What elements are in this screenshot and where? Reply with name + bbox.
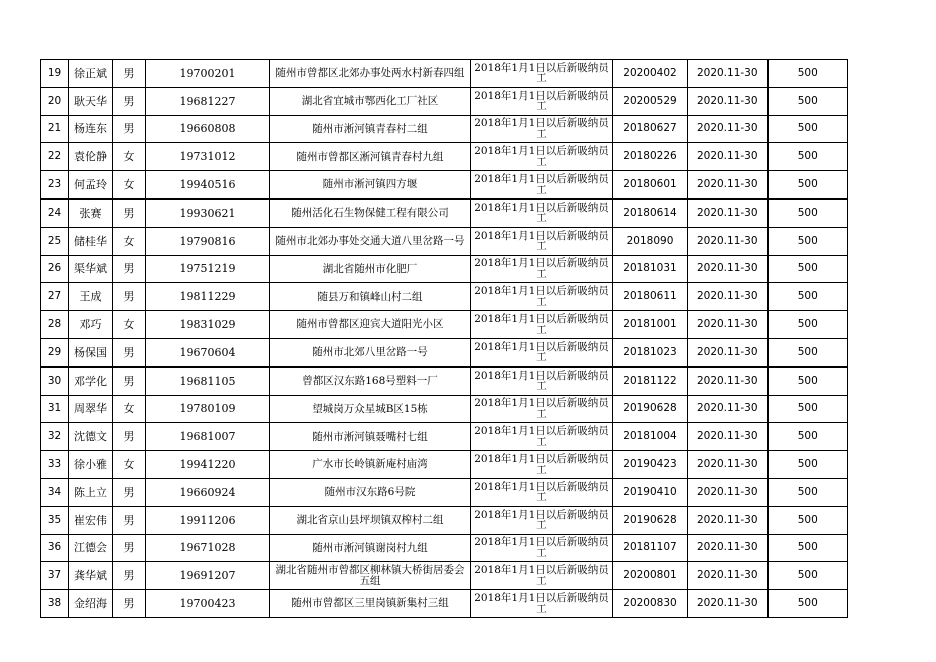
end-date-cell: 2020.11-30 [688, 227, 768, 255]
address-cell: 湖北省随州市化肥厂 [270, 255, 471, 283]
birth-date-cell: 19911206 [146, 506, 270, 534]
name-cell: 储桂华 [69, 227, 113, 255]
birth-date-cell: 19930621 [146, 199, 270, 227]
name-cell: 何孟玲 [69, 171, 113, 199]
table-row [41, 451, 848, 479]
birth-date-cell: 19780109 [146, 395, 270, 423]
sex-cell: 女 [113, 451, 146, 479]
hire-date-cell: 20190628 [613, 506, 688, 534]
name-cell: 周翠华 [69, 395, 113, 423]
sex-cell: 男 [113, 534, 146, 562]
address-cell: 随州市淅河镇青春村二组 [270, 115, 471, 143]
table-row [41, 311, 848, 339]
sex-cell: 男 [113, 590, 146, 618]
sex-cell: 男 [113, 283, 146, 311]
amount-cell: 500 [768, 395, 848, 423]
end-date-cell: 2020.11-30 [688, 478, 768, 506]
category-cell: 2018年1月1日以后新吸纳员工 [471, 87, 613, 115]
end-date-cell: 2020.11-30 [688, 60, 768, 88]
end-date-cell: 2020.11-30 [688, 562, 768, 590]
row-number-cell: 21 [41, 115, 69, 143]
amount-cell: 500 [768, 338, 848, 366]
table-row [41, 562, 848, 590]
sex-cell: 女 [113, 395, 146, 423]
sex-cell: 男 [113, 506, 146, 534]
birth-date-cell: 19940516 [146, 171, 270, 199]
table-row [41, 171, 848, 199]
category-cell: 2018年1月1日以后新吸纳员工 [471, 451, 613, 479]
end-date-cell: 2020.11-30 [688, 143, 768, 171]
name-cell: 徐小雅 [69, 451, 113, 479]
sex-cell: 女 [113, 143, 146, 171]
birth-date-cell: 19731012 [146, 143, 270, 171]
sex-cell: 女 [113, 227, 146, 255]
name-cell: 张赛 [69, 199, 113, 227]
amount-cell: 500 [768, 143, 848, 171]
table-row [41, 590, 848, 618]
table-row [41, 143, 848, 171]
hire-date-cell: 20180611 [613, 283, 688, 311]
sex-cell: 男 [113, 87, 146, 115]
table-row [41, 367, 848, 395]
name-cell: 王成 [69, 283, 113, 311]
table-row [41, 478, 848, 506]
address-cell: 曾都区汉东路168号塑料一厂 [270, 367, 471, 395]
table-row [41, 60, 848, 88]
category-cell: 2018年1月1日以后新吸纳员工 [471, 423, 613, 451]
row-number-cell: 38 [41, 590, 69, 618]
birth-date-cell: 19660808 [146, 115, 270, 143]
hire-date-cell: 20180614 [613, 199, 688, 227]
category-cell: 2018年1月1日以后新吸纳员工 [471, 338, 613, 366]
category-cell: 2018年1月1日以后新吸纳员工 [471, 367, 613, 395]
end-date-cell: 2020.11-30 [688, 367, 768, 395]
row-number-cell: 29 [41, 338, 69, 366]
name-cell: 沈德文 [69, 423, 113, 451]
hire-date-cell: 20190410 [613, 478, 688, 506]
amount-cell: 500 [768, 367, 848, 395]
name-cell: 杨保国 [69, 338, 113, 366]
birth-date-cell: 19670604 [146, 338, 270, 366]
row-number-cell: 27 [41, 283, 69, 311]
birth-date-cell: 19700423 [146, 590, 270, 618]
table-row [41, 395, 848, 423]
end-date-cell: 2020.11-30 [688, 115, 768, 143]
hire-date-cell: 20180627 [613, 115, 688, 143]
row-number-cell: 22 [41, 143, 69, 171]
amount-cell: 500 [768, 115, 848, 143]
table-row [41, 423, 848, 451]
row-number-cell: 35 [41, 506, 69, 534]
table-row [41, 338, 848, 366]
hire-date-cell: 20181004 [613, 423, 688, 451]
sex-cell: 男 [113, 115, 146, 143]
row-number-cell: 37 [41, 562, 69, 590]
address-cell: 随州市淅河镇聂嘴村七组 [270, 423, 471, 451]
table-row [41, 534, 848, 562]
amount-cell: 500 [768, 590, 848, 618]
row-number-cell: 30 [41, 367, 69, 395]
address-cell: 广水市长岭镇新庵村庙湾 [270, 451, 471, 479]
name-cell: 金绍海 [69, 590, 113, 618]
category-cell: 2018年1月1日以后新吸纳员工 [471, 506, 613, 534]
hire-date-cell: 20181107 [613, 534, 688, 562]
amount-cell: 500 [768, 311, 848, 339]
hire-date-cell: 20200801 [613, 562, 688, 590]
end-date-cell: 2020.11-30 [688, 423, 768, 451]
amount-cell: 500 [768, 534, 848, 562]
birth-date-cell: 19790816 [146, 227, 270, 255]
amount-cell: 500 [768, 506, 848, 534]
hire-date-cell: 20200830 [613, 590, 688, 618]
row-number-cell: 23 [41, 171, 69, 199]
birth-date-cell: 19811229 [146, 283, 270, 311]
end-date-cell: 2020.11-30 [688, 87, 768, 115]
row-number-cell: 28 [41, 311, 69, 339]
amount-cell: 500 [768, 87, 848, 115]
row-number-cell: 33 [41, 451, 69, 479]
amount-cell: 500 [768, 60, 848, 88]
birth-date-cell: 19831029 [146, 311, 270, 339]
employee-subsidy-table [40, 59, 848, 618]
hire-date-cell: 20200529 [613, 87, 688, 115]
sex-cell: 男 [113, 60, 146, 88]
name-cell: 邓巧 [69, 311, 113, 339]
address-cell: 随县万和镇峰山村二组 [270, 283, 471, 311]
hire-date-cell: 20181023 [613, 338, 688, 366]
end-date-cell: 2020.11-30 [688, 311, 768, 339]
name-cell: 邓学化 [69, 367, 113, 395]
hire-date-cell: 20180601 [613, 171, 688, 199]
name-cell: 徐正斌 [69, 60, 113, 88]
birth-date-cell: 19941220 [146, 451, 270, 479]
row-number-cell: 25 [41, 227, 69, 255]
sex-cell: 男 [113, 423, 146, 451]
hire-date-cell: 20180226 [613, 143, 688, 171]
hire-date-cell: 2018090 [613, 227, 688, 255]
name-cell: 杨连东 [69, 115, 113, 143]
hire-date-cell: 20181001 [613, 311, 688, 339]
row-number-cell: 36 [41, 534, 69, 562]
end-date-cell: 2020.11-30 [688, 395, 768, 423]
address-cell: 随州市曾都区迎宾大道阳光小区 [270, 311, 471, 339]
category-cell: 2018年1月1日以后新吸纳员工 [471, 255, 613, 283]
address-cell: 望城岗万众星城B区15栋 [270, 395, 471, 423]
address-cell: 随州市北郊办事处交通大道八里岔路一号 [270, 227, 471, 255]
table-body [41, 60, 848, 618]
sex-cell: 男 [113, 478, 146, 506]
category-cell: 2018年1月1日以后新吸纳员工 [471, 562, 613, 590]
name-cell: 渠华斌 [69, 255, 113, 283]
category-cell: 2018年1月1日以后新吸纳员工 [471, 478, 613, 506]
address-cell: 随州市淅河镇四方堰 [270, 171, 471, 199]
row-number-cell: 19 [41, 60, 69, 88]
row-number-cell: 24 [41, 199, 69, 227]
sex-cell: 男 [113, 255, 146, 283]
end-date-cell: 2020.11-30 [688, 283, 768, 311]
amount-cell: 500 [768, 171, 848, 199]
row-number-cell: 31 [41, 395, 69, 423]
table-row [41, 506, 848, 534]
name-cell: 陈上立 [69, 478, 113, 506]
name-cell: 江德会 [69, 534, 113, 562]
category-cell: 2018年1月1日以后新吸纳员工 [471, 171, 613, 199]
name-cell: 龚华斌 [69, 562, 113, 590]
end-date-cell: 2020.11-30 [688, 338, 768, 366]
end-date-cell: 2020.11-30 [688, 534, 768, 562]
end-date-cell: 2020.11-30 [688, 506, 768, 534]
row-number-cell: 34 [41, 478, 69, 506]
row-number-cell: 26 [41, 255, 69, 283]
birth-date-cell: 19751219 [146, 255, 270, 283]
sex-cell: 男 [113, 367, 146, 395]
birth-date-cell: 19700201 [146, 60, 270, 88]
birth-date-cell: 19681227 [146, 87, 270, 115]
table-row [41, 87, 848, 115]
table-row [41, 199, 848, 227]
sex-cell: 男 [113, 199, 146, 227]
end-date-cell: 2020.11-30 [688, 255, 768, 283]
end-date-cell: 2020.11-30 [688, 171, 768, 199]
birth-date-cell: 19691207 [146, 562, 270, 590]
hire-date-cell: 20181122 [613, 367, 688, 395]
birth-date-cell: 19660924 [146, 478, 270, 506]
address-cell: 湖北省宜城市鄂西化工厂社区 [270, 87, 471, 115]
row-number-cell: 20 [41, 87, 69, 115]
name-cell: 袁伦静 [69, 143, 113, 171]
amount-cell: 500 [768, 423, 848, 451]
address-cell: 随州活化石生物保健工程有限公司 [270, 199, 471, 227]
end-date-cell: 2020.11-30 [688, 451, 768, 479]
address-cell: 随州市曾都区北郊办事处两水村新春四组 [270, 60, 471, 88]
amount-cell: 500 [768, 255, 848, 283]
hire-date-cell: 20190423 [613, 451, 688, 479]
table-row [41, 227, 848, 255]
hire-date-cell: 20190628 [613, 395, 688, 423]
category-cell: 2018年1月1日以后新吸纳员工 [471, 311, 613, 339]
end-date-cell: 2020.11-30 [688, 199, 768, 227]
end-date-cell: 2020.11-30 [688, 590, 768, 618]
sex-cell: 男 [113, 562, 146, 590]
category-cell: 2018年1月1日以后新吸纳员工 [471, 115, 613, 143]
sex-cell: 男 [113, 338, 146, 366]
category-cell: 2018年1月1日以后新吸纳员工 [471, 283, 613, 311]
table-row [41, 115, 848, 143]
amount-cell: 500 [768, 451, 848, 479]
sex-cell: 女 [113, 171, 146, 199]
hire-date-cell: 20181031 [613, 255, 688, 283]
address-cell: 随州市曾都区三里岗镇新集村三组 [270, 590, 471, 618]
category-cell: 2018年1月1日以后新吸纳员工 [471, 60, 613, 88]
table-row [41, 283, 848, 311]
table-row [41, 255, 848, 283]
sex-cell: 女 [113, 311, 146, 339]
category-cell: 2018年1月1日以后新吸纳员工 [471, 199, 613, 227]
birth-date-cell: 19681105 [146, 367, 270, 395]
amount-cell: 500 [768, 478, 848, 506]
address-cell: 湖北省京山县坪坝镇双榨村二组 [270, 506, 471, 534]
address-cell: 湖北省随州市曾都区柳林镇大桥街居委会五组 [270, 562, 471, 590]
birth-date-cell: 19681007 [146, 423, 270, 451]
category-cell: 2018年1月1日以后新吸纳员工 [471, 534, 613, 562]
row-number-cell: 32 [41, 423, 69, 451]
address-cell: 随州市汉东路6号院 [270, 478, 471, 506]
category-cell: 2018年1月1日以后新吸纳员工 [471, 143, 613, 171]
address-cell: 随州市曾都区淅河镇青春村九组 [270, 143, 471, 171]
category-cell: 2018年1月1日以后新吸纳员工 [471, 395, 613, 423]
amount-cell: 500 [768, 562, 848, 590]
amount-cell: 500 [768, 227, 848, 255]
name-cell: 耿天华 [69, 87, 113, 115]
address-cell: 随州市淅河镇谢岗村九组 [270, 534, 471, 562]
amount-cell: 500 [768, 283, 848, 311]
category-cell: 2018年1月1日以后新吸纳员工 [471, 227, 613, 255]
name-cell: 崔宏伟 [69, 506, 113, 534]
birth-date-cell: 19671028 [146, 534, 270, 562]
address-cell: 随州市北郊八里岔路一号 [270, 338, 471, 366]
hire-date-cell: 20200402 [613, 60, 688, 88]
category-cell: 2018年1月1日以后新吸纳员工 [471, 590, 613, 618]
amount-cell: 500 [768, 199, 848, 227]
